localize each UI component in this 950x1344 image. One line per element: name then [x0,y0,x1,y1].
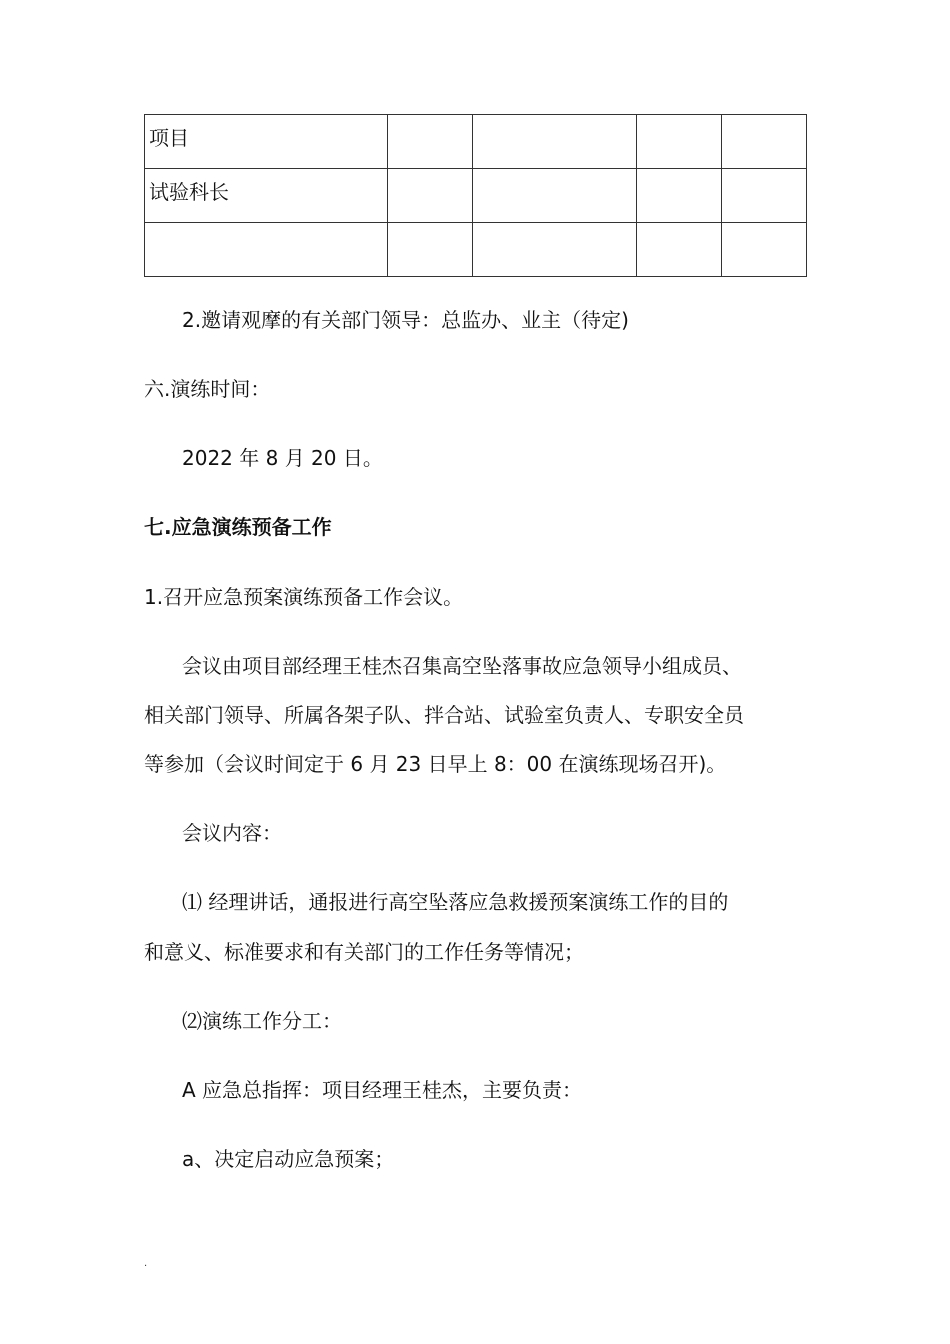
table-cell [722,169,807,223]
meeting-content-heading: 会议内容： [182,821,282,845]
table-row [145,169,807,223]
personnel-table [144,114,807,277]
drill-date: 2022 年 8 月 20 日。 [182,446,383,470]
table-cell [388,223,473,277]
meeting-paragraph-line-2: 相关部门领导、所属各架子队、拌合站、试验室负责人、专职安全员 [144,703,744,727]
table-cell [637,115,722,169]
table-cell [388,115,473,169]
table-cell [145,223,388,277]
commander-a-line: A 应急总指挥：项目经理王桂杰，主要负责： [182,1078,583,1102]
content-item-1-line-2: 和意义、标准要求和有关部门的工作任务等情况； [144,940,584,964]
table-cell [388,169,473,223]
section-6-heading: 六.演练时间： [144,377,271,401]
table-cell [473,223,637,277]
table-row [145,223,807,277]
content-item-1-line-1: ⑴ 经理讲话，通报进行高空坠落应急救援预案演练工作的目的 [182,890,729,914]
table-cell [722,223,807,277]
table-cell [473,115,637,169]
table-cell: 试验科长 [145,169,388,223]
section-7-heading: 七.应急演练预备工作 [144,515,332,539]
content-item-2: ⑵演练工作分工： [182,1009,342,1033]
meeting-paragraph-line-3: 等参加（会议时间定于 6 月 23 日早上 8：00 在演练现场召开)。 [144,752,727,776]
table-cell [722,115,807,169]
footer-mark: . [144,1258,148,1269]
table-row [145,115,807,169]
duty-a-line: a、决定启动应急预案； [182,1147,395,1171]
table-cell [637,223,722,277]
table-cell [473,169,637,223]
table-cell [637,169,722,223]
meeting-paragraph-line-1: 会议由项目部经理王桂杰召集高空坠落事故应急领导小组成员、 [182,654,742,678]
table-cell: 项目 [145,115,388,169]
item-1-heading: 1.召开应急预案演练预备工作会议。 [144,585,464,609]
invite-leaders-line: 2.邀请观摩的有关部门领导：总监办、业主（待定) [182,308,629,332]
